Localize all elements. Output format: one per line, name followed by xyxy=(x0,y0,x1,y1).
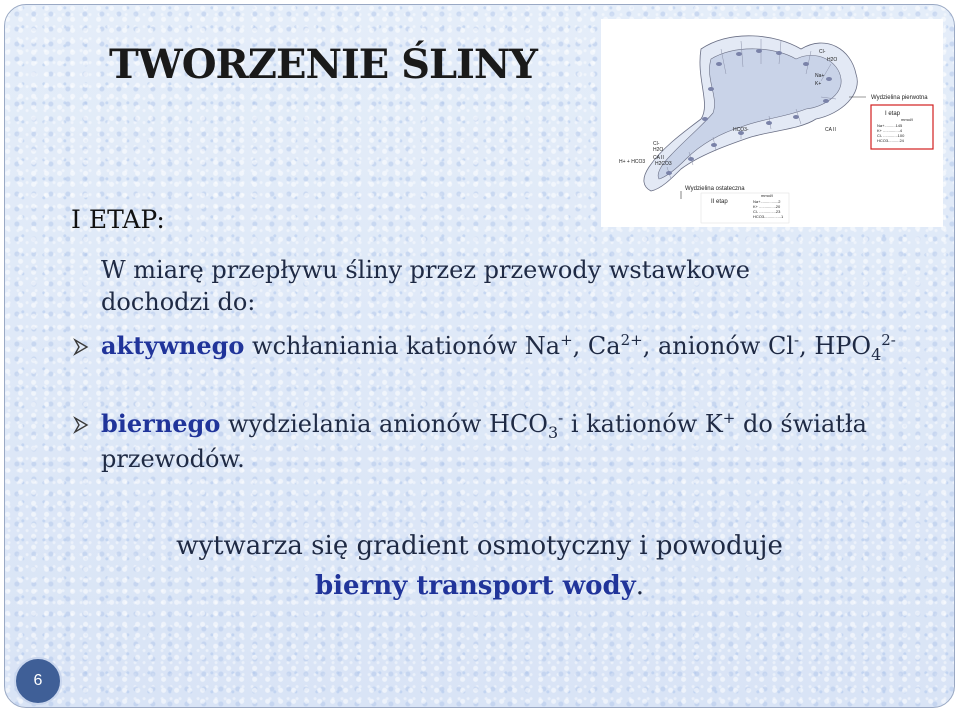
superscript: + xyxy=(722,409,736,427)
superscript: - xyxy=(793,331,800,349)
final-secretion-label: Wydzielina ostateczna xyxy=(685,186,745,192)
superscript: 2- xyxy=(881,331,896,349)
saliva-secretion-diagram xyxy=(601,19,943,227)
bullet2-text: wydzielania anionów HCO xyxy=(220,410,548,438)
bullet-passive-secretion xyxy=(101,408,901,475)
bullet-arrow-icon xyxy=(73,338,89,356)
ion-label: K+ xyxy=(815,81,822,87)
stage1-row: HCO3-.........24 xyxy=(877,138,904,143)
bullet1-text: , anionów Cl xyxy=(642,332,794,360)
ion-label: Na+ xyxy=(815,73,825,79)
summary-end: . xyxy=(635,571,644,601)
ion-label: HCO3- xyxy=(733,127,749,133)
stage1-row: Na+..........145 xyxy=(877,123,903,128)
bullet2-text: i kationów K xyxy=(563,410,723,438)
ion-label: CA II xyxy=(653,155,664,161)
intro-text: W miarę przepływu śliny przez przewody wstawkowe dochodzi do: xyxy=(101,256,750,316)
ion-label: Cl- xyxy=(819,49,826,55)
stage1-row: K+ ...............4 xyxy=(877,128,903,133)
bullet-arrow-icon xyxy=(73,416,89,434)
bullet2-lead: biernego xyxy=(101,409,221,438)
stage2-row: Cl- ...............23 xyxy=(753,209,781,214)
slide-title: TWORZENIE ŚLINY xyxy=(109,41,537,88)
bullet1-text: , HPO xyxy=(799,332,872,360)
subscript: 3 xyxy=(547,423,559,442)
ion-label: H2O xyxy=(653,147,664,153)
bullet2-text: do światła przewodów. xyxy=(101,410,867,473)
summary xyxy=(5,526,954,606)
superscript: - xyxy=(558,409,564,427)
bullet1-lead: aktywnego xyxy=(101,331,245,360)
stage2-box-title: II etap xyxy=(711,199,728,205)
bullet1-text: , Ca xyxy=(572,332,621,360)
stage1-row: Cl- .............100 xyxy=(877,133,905,138)
ion-label: Cl- xyxy=(653,141,660,147)
summary-line: wytwarza się gradient osmotyczny i powoduje xyxy=(176,531,783,561)
stage1-unit: mmol/l xyxy=(901,117,913,122)
ion-label: H2O xyxy=(827,57,838,63)
stage2-unit: mmol/l xyxy=(761,193,773,198)
ion-label: H+ + HCO3 xyxy=(619,159,646,165)
duct-illustration xyxy=(601,19,943,227)
primary-secretion-label: Wydzielina pierwotna xyxy=(871,95,928,101)
subscript: 4 xyxy=(871,345,882,364)
stage1-box-title: I etap xyxy=(885,111,901,117)
summary-line-2 xyxy=(5,566,954,606)
superscript: + xyxy=(560,331,573,349)
slide xyxy=(4,4,955,708)
bullet1-text: wchłaniania kationów Na xyxy=(244,332,561,360)
stage-heading: I ETAP: xyxy=(71,205,165,234)
stage2-row: Na+................2 xyxy=(753,199,781,204)
stage2-row: K+ ...............20 xyxy=(753,204,781,209)
ion-label: H2CO3 xyxy=(655,161,672,167)
stage2-row: HCO3-..............1 xyxy=(753,214,784,219)
slide-number-badge: 6 xyxy=(14,657,62,705)
summary-bold: bierny transport wody xyxy=(314,571,636,601)
bullet-active-absorption xyxy=(101,330,901,365)
superscript: 2+ xyxy=(620,331,643,349)
ion-label: CA II xyxy=(825,127,836,133)
